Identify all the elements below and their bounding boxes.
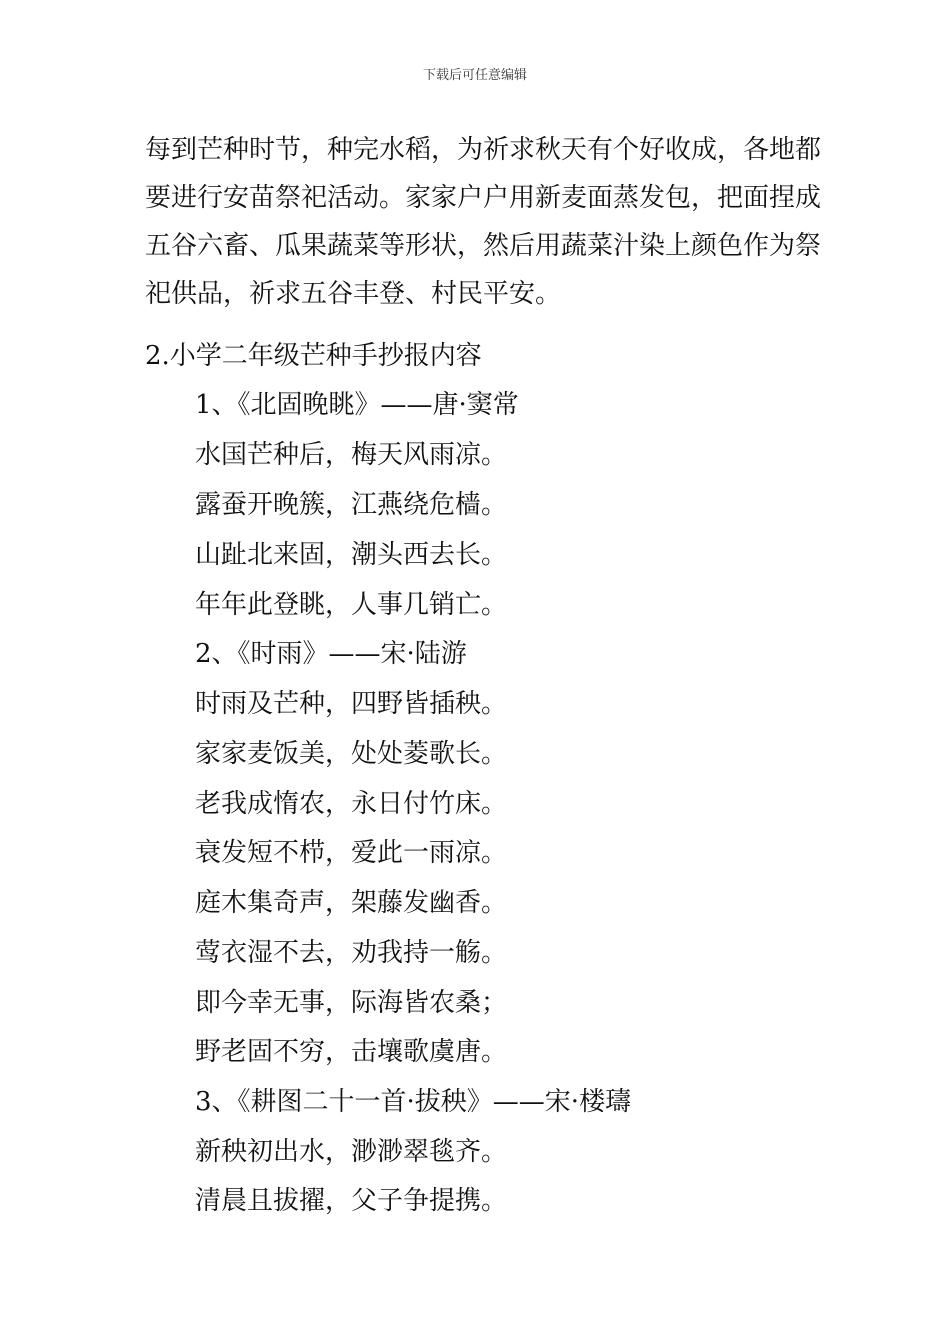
poem-line: 衰发短不栉，爱此一雨凉。 <box>195 838 508 868</box>
poem-line: 老我成惰农，永日付竹床。 <box>195 789 508 819</box>
poem-line: 清晨且拔擢，父子争提携。 <box>195 1186 508 1216</box>
section-title: 2.小学二年级芒种手抄报内容 <box>145 341 482 371</box>
poem-line: 家家麦饭美，处处菱歌长。 <box>195 739 508 769</box>
poem-line: 即今幸无事，际海皆农桑； <box>195 988 508 1018</box>
poem-line: 露蚕开晚簇，江燕绕危樯。 <box>195 490 508 520</box>
poem-line: 莺衣湿不去，劝我持一觞。 <box>195 938 508 968</box>
intro-paragraph: 每到芒种时节，种完水稻，为祈求秋天有个好收成，各地都要进行安苗祭祀活动。家家户户用新麦面蒸发包，把面捏成五谷六畜、瓜果蔬菜等形状，然后用蔬菜汁染上颜色作为祭祀供品，祈求五谷丰登、村民平安。 <box>145 135 822 309</box>
poem-line: 庭木集奇声，架藤发幽香。 <box>195 888 508 918</box>
poem-line: 新秧初出水，渺渺翠毯齐。 <box>195 1137 508 1167</box>
poem-title: 1、《北固晚眺》——唐·窦常 <box>195 390 519 420</box>
poem-title: 2、《时雨》——宋·陆游 <box>195 639 467 669</box>
poem-line: 水国芒种后，梅天风雨凉。 <box>195 440 508 470</box>
poem-line: 时雨及芒种，四野皆插秧。 <box>195 689 508 719</box>
poem-line: 山趾北来固，潮头西去长。 <box>195 540 508 570</box>
page-header: 下载后可任意编辑 <box>422 68 527 83</box>
poem-line: 野老固不穷，击壤歌虞唐。 <box>195 1037 508 1067</box>
poem-line: 年年此登眺，人事几销亡。 <box>195 590 508 620</box>
poem-title: 3、《耕图二十一首·拔秧》——宋·楼璹 <box>195 1087 632 1117</box>
